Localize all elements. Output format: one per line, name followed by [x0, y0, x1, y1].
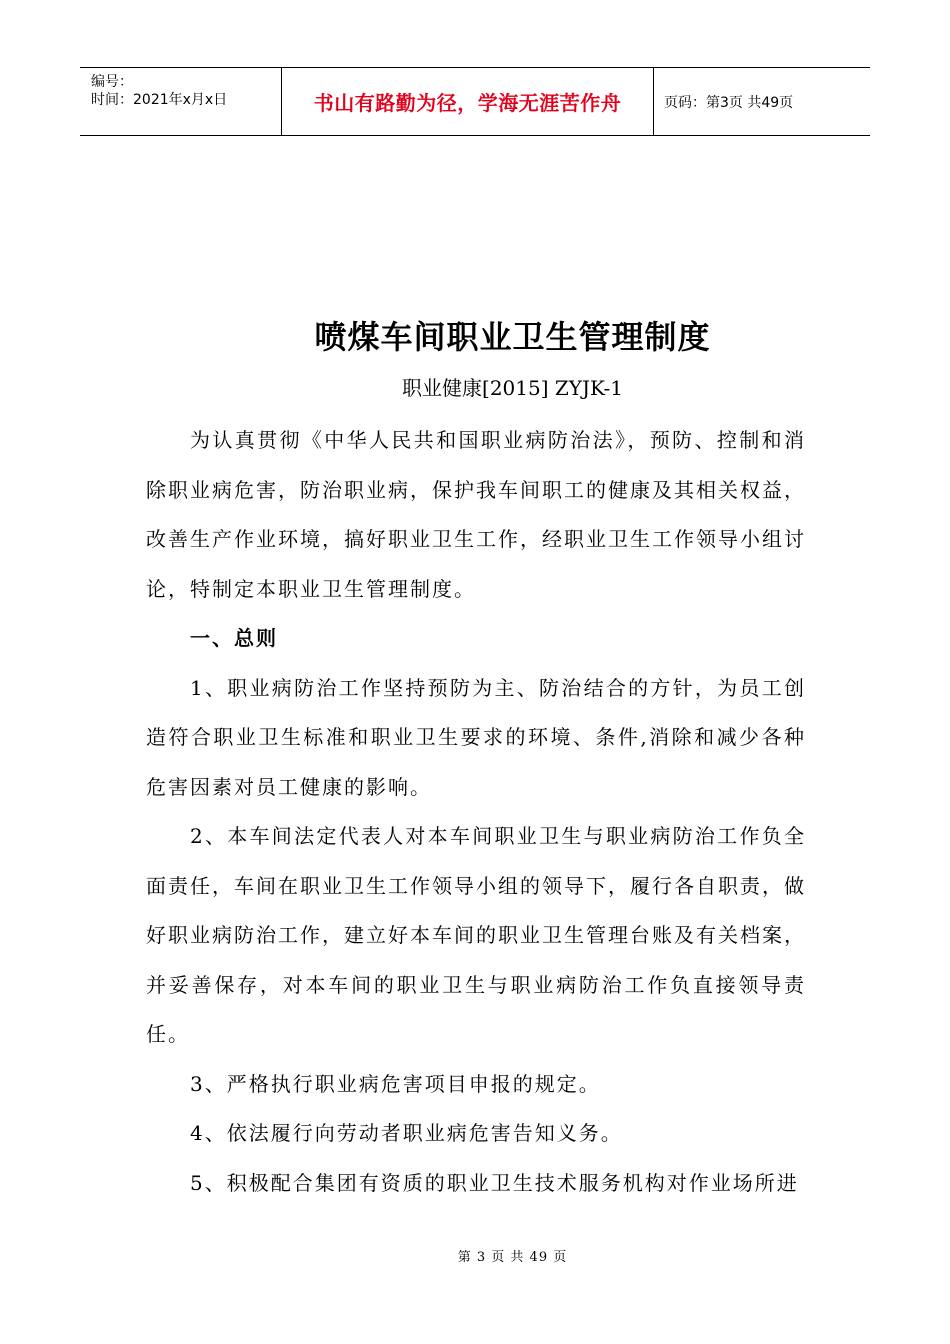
clause-2: 2、本车间法定代表人对本车间职业卫生与职业病防治工作负全面责任，车间在职业卫生工作领导小组的领导下，履行各自职责，做好职业病防治工作，建立好本车间的职业卫生管理台账及有关档案，并妥善保存，对本车间的职业卫生与职业病防治工作负直接领导责任。: [146, 824, 806, 1046]
clause-3: 3、严格执行职业病危害项目申报的规定。: [190, 1071, 601, 1096]
number-label: 编号：: [91, 74, 133, 90]
document-number: 职业健康[2015] ZYJK-1: [402, 376, 623, 400]
document-header: [80, 67, 870, 136]
intro-paragraph: 为认真贯彻《中华人民共和国职业病防治法》，预防、控制和消除职业病危害，防治职业病，保护我车间职工的健康及其相关权益，改善生产作业环境，搞好职业卫生工作，经职业卫生工作领导小组讨论，特制定本职业卫生管理制度。: [146, 428, 806, 601]
section-heading-general: 一、总则: [190, 626, 278, 650]
time-label: 时间：2021年x月x日: [91, 92, 228, 108]
clause-1: 1、职业病防治工作坚持预防为主、防治结合的方针，为员工创造符合职业卫生标准和职业卫生要求的环境、条件,消除和减少各种危害因素对员工健康的影响。: [146, 675, 806, 799]
clause-4: 4、依法履行向劳动者职业病危害告知义务。: [190, 1121, 623, 1145]
header-meta-cell: [80, 68, 282, 135]
header-motto-cell: [282, 68, 654, 135]
motto-text: 书山有路勤为径，学海无涯苦作舟: [313, 91, 622, 115]
document-body: [146, 416, 806, 1208]
header-page-cell: [654, 68, 870, 135]
page-info: 页码：第3页 共49页: [664, 94, 794, 111]
clause-5: 5、积极配合集团有资质的职业卫生技术服务机构对作业场所进: [190, 1170, 799, 1195]
page-footer: 第 3 页 共 49 页: [457, 1250, 568, 1265]
document-title: 喷煤车间职业卫生管理制度: [314, 318, 711, 356]
